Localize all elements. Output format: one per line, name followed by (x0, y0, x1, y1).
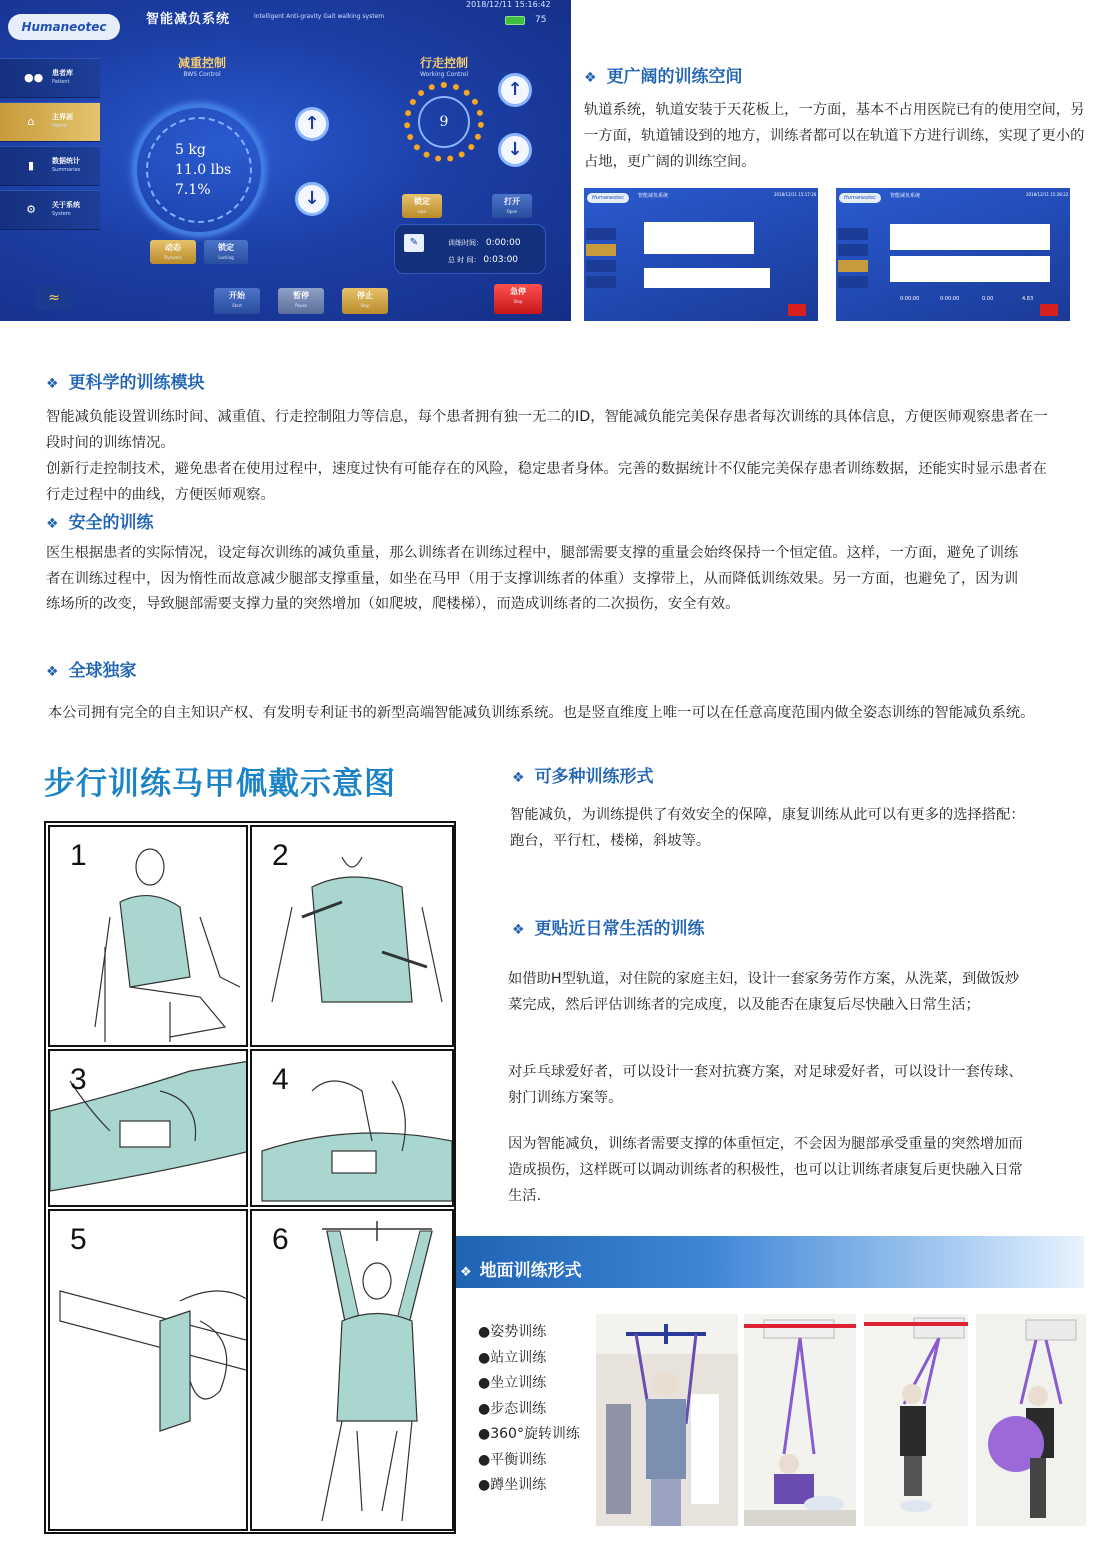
emergency-stop-button (1040, 304, 1058, 316)
brand-logo: Humaneotec (587, 193, 629, 203)
brand-logo: Humaneotec (8, 14, 120, 40)
button-sublabel: Pause (295, 303, 307, 308)
open-button[interactable] (492, 194, 532, 218)
curves-screenshot (836, 188, 1070, 321)
bws-title: 减重控制 (177, 56, 226, 70)
training-photo-2 (744, 1314, 856, 1526)
bws-down-button[interactable] (295, 182, 329, 216)
pause-button[interactable] (278, 288, 324, 314)
nav-summaries[interactable] (0, 146, 100, 186)
section-title: 更科学的训练模块 (68, 373, 205, 393)
stop-button[interactable] (342, 288, 388, 314)
walking-up-button[interactable] (498, 73, 532, 107)
total-time-label: 总 时 间： (448, 256, 481, 264)
section-space-text: 轨道系统，轨道安装于天花板上，一方面，基本不占用医院已有的使用空间，另一方面，轨道铺设到的地方，训练者都可以在轨道下方进行训练，实现了更小的占地，更广阔的训练空间。 (584, 102, 1085, 170)
nav-patient[interactable] (0, 58, 100, 98)
button-label: 急停 (510, 287, 526, 296)
walking-label (402, 54, 486, 78)
list-item: ●平衡训练 (478, 1451, 547, 1468)
section-daily-p3: 因为智能减负，训练者需要支撑的体重恒定，不会因为腿部承受重量的突然增加而造成损伤，这样既可以调动训练者的积极性，也可以让训练者康复后更快融入日常生活. (508, 1136, 1023, 1204)
step-cell-6 (250, 1209, 454, 1531)
step-cell-2 (250, 825, 454, 1047)
button-sublabel: Start (232, 303, 242, 308)
button-sublabel: Dynamic (164, 255, 182, 260)
step-cell-4 (250, 1049, 454, 1207)
bws-percent: 7.1% (175, 182, 211, 198)
button-sublabel: Locking (218, 255, 234, 260)
nav-sublabel: Home (52, 123, 67, 129)
records-table (644, 222, 754, 254)
main-ui-screenshot (0, 0, 571, 321)
section-title: 全球独家 (68, 661, 137, 681)
button-label: 锁定 (414, 197, 430, 206)
step-cell-1 (48, 825, 248, 1047)
section-science-text (46, 404, 1056, 508)
datetime: 2018/12/11 15:16:42 (466, 0, 551, 9)
vest-title: 步行训练马甲佩戴示意图 (44, 766, 396, 802)
section-science-heading (46, 368, 205, 393)
lock-button[interactable] (402, 194, 442, 218)
stat-value: 0:00:00 (900, 296, 920, 302)
list-item: ●蹲坐训练 (478, 1477, 547, 1493)
diamond-bullet-icon: ❖ (46, 516, 59, 532)
nav-sublabel: System (52, 211, 71, 217)
stat-value: 4.83 (1022, 296, 1034, 302)
button-label: 停止 (357, 291, 373, 300)
diamond-bullet-icon: ❖ (584, 70, 597, 86)
emergency-stop-button (788, 304, 806, 316)
bws-label (160, 54, 244, 78)
list-item: ●坐立训练 (478, 1375, 547, 1391)
button-sublabel: Stop (513, 299, 523, 304)
section-safety-text: 医生根据患者的实际情况，设定每次训练的减负重量，那么训练者在训练过程中，腿部需要支撑的重量会始终保持一个恒定值。这样，一方面，避免了训练者在训练过程中，因为惰性而故意减少腿部支撑重量，如坐在马甲（用于支撑训练者的体重）支撑带上，从而降低训练效果。另一方面，也避免了，因为训练场所的改变，导致腿部需要支撑力量的突然增加（如爬坡，爬楼梯），而造成训练者的二次损伤，安全有效。 (46, 545, 1019, 612)
battery-level: 75 (535, 15, 547, 25)
diamond-bullet-icon: ❖ (46, 376, 59, 392)
total-time-value: 0:03:00 (483, 255, 519, 265)
wifi-icon[interactable]: ≈ (36, 286, 72, 310)
step-cell-5 (48, 1209, 248, 1531)
diamond-bullet-icon: ❖ (460, 1265, 472, 1280)
emergency-stop-button[interactable] (494, 284, 542, 314)
start-button[interactable] (214, 288, 260, 314)
button-label: 动态 (165, 243, 181, 252)
walk-curve-chart (890, 256, 1050, 282)
button-sublabel: Stop (360, 303, 370, 308)
app-title: 智能减负系统 (146, 12, 231, 27)
train-time-label: 训练时间： (448, 239, 483, 247)
section-exclusive-text: 本公司拥有完全的自主知识产权、有发明专利证书的新型高端智能减负训练系统。也是竖直维度上唯一可以在任意高度范围内做全姿态训练的智能减负系统。 (48, 705, 1035, 721)
sessions-table (644, 268, 770, 288)
brand-logo: Humaneotec (839, 193, 881, 203)
nav-sublabel: Summaries (52, 167, 81, 173)
section-title: 安全的训练 (68, 513, 154, 533)
nav-label: 患者库 (52, 69, 73, 77)
battery-icon (505, 16, 525, 25)
home-icon: ⌂ (27, 115, 35, 128)
nav-label: 数据统计 (52, 157, 80, 165)
section-title: 可多种训练形式 (534, 767, 654, 787)
step-number: 4 (272, 1063, 289, 1096)
step-number: 6 (272, 1223, 289, 1256)
walking-value: 9 (439, 114, 449, 130)
section-title: 更广阔的训练空间 (606, 67, 743, 87)
arrow-down-icon: ↓ (304, 188, 320, 209)
button-label: 暂停 (293, 291, 309, 300)
app-title: 智能减负系统 (638, 193, 669, 199)
training-photo-3 (864, 1314, 968, 1526)
section-title: 地面训练形式 (479, 1261, 582, 1281)
training-photo-4 (976, 1314, 1086, 1526)
arrow-down-icon: ↓ (507, 139, 523, 160)
button-label: 开始 (229, 291, 245, 300)
nav-system[interactable] (0, 190, 100, 230)
vest-steps-grid (44, 821, 456, 1534)
weight-curve-chart (890, 224, 1050, 250)
nav-label: 关于系统 (52, 201, 80, 209)
locking-button[interactable] (204, 240, 248, 264)
list-item: ●步态训练 (478, 1400, 547, 1417)
suspended-vest-illustration (252, 1211, 454, 1531)
section-daily-p2: 对乒乓球爱好者，可以设计一套对抗赛方案，对足球爱好者，可以设计一套传球、射门训练方案等。 (508, 1064, 1023, 1106)
bws-kg: 5 kg (175, 142, 206, 158)
diamond-bullet-icon: ❖ (46, 664, 59, 680)
paragraph: 创新行走控制技术，避免患者在使用过程中，速度过快有可能存在的风险，稳定患者身体。完善的数据统计不仅能完美保存患者训练数据，还能实时显示患者在行走过程中的曲线，方便医师观察。 (46, 461, 1047, 503)
train-time-value: 0:00:00 (485, 238, 521, 248)
walking-down-button[interactable] (498, 133, 532, 167)
button-sublabel: Lock (417, 209, 427, 214)
section-exclusive-heading (46, 656, 137, 681)
paragraph: 智能减负能设置训练时间、减重值、行走控制阻力等信息，每个患者拥有独一无二的ID，智能减负能完美保存患者每次训练的具体信息，方便医师观察患者在一段时间的训练情况。 (46, 409, 1048, 451)
section-daily-heading (512, 914, 705, 939)
list-item: ●360°旋转训练 (478, 1426, 580, 1442)
button-label: 锁定 (218, 243, 234, 252)
edit-icon[interactable]: ✎ (404, 234, 424, 252)
button-label: 打开 (504, 197, 520, 206)
section-title: 更贴近日常生活的训练 (534, 919, 705, 939)
training-mode-list (478, 1320, 580, 1499)
arrow-up-icon: ↑ (507, 79, 523, 100)
bar-chart-icon: ▮ (27, 159, 35, 172)
step-number: 5 (70, 1223, 87, 1256)
step-number: 3 (70, 1063, 87, 1096)
diamond-bullet-icon: ❖ (512, 922, 525, 938)
step-number: 2 (272, 839, 289, 872)
walking-subtitle: Working Control (419, 71, 469, 78)
nav-sublabel: Patient (52, 79, 70, 85)
bws-lbs: 11.0 lbs (175, 162, 232, 178)
section-forms-heading (512, 762, 654, 787)
step-number: 1 (70, 839, 87, 872)
nav-label: 主界面 (52, 113, 73, 121)
ground-training-title (460, 1256, 582, 1281)
datetime: 2018/12/11 15:17:26 (774, 192, 817, 197)
nav-home[interactable] (0, 102, 100, 142)
training-photo-1 (596, 1314, 738, 1526)
users-icon: ●● (24, 71, 44, 84)
strap-adjust-illustration (50, 1211, 248, 1531)
stat-value: 0:00:00 (940, 296, 960, 302)
bws-up-button[interactable] (295, 107, 329, 141)
data-list-screenshot (584, 188, 818, 321)
diamond-bullet-icon: ❖ (512, 770, 525, 786)
bws-subtitle: BWS Control (183, 71, 221, 78)
datetime: 2018/12/11 15:28:22 (1026, 192, 1069, 197)
button-sublabel: Open (506, 209, 518, 214)
dynamic-button[interactable] (150, 240, 196, 264)
app-subtitle: Intelligent Anti-gravity Gait walking system (254, 13, 385, 20)
side-nav (0, 58, 100, 234)
list-item: ●站立训练 (478, 1349, 547, 1366)
walking-title: 行走控制 (419, 56, 468, 70)
section-safety-heading (46, 508, 154, 533)
arrow-up-icon: ↑ (304, 113, 320, 134)
app-title: 智能减负系统 (890, 193, 921, 199)
section-space-heading (584, 62, 743, 87)
gear-icon: ⚙ (26, 203, 36, 216)
section-forms-text: 智能减负，为训练提供了有效安全的保障，康复训练从此可以有更多的选择搭配：跑台，平行杠，楼梯，斜坡等。 (510, 807, 1025, 849)
list-item: ●姿势训练 (478, 1324, 547, 1340)
stat-value: 0.00 (982, 296, 994, 302)
section-daily-p1: 如借助H型轨道，对住院的家庭主妇，设计一套家务劳作方案，从洗菜，到做饭炒菜完成，然后评估训练者的完成度，以及能否在康复后尽快融入日常生活； (508, 971, 1020, 1013)
step-cell-3 (48, 1049, 248, 1207)
